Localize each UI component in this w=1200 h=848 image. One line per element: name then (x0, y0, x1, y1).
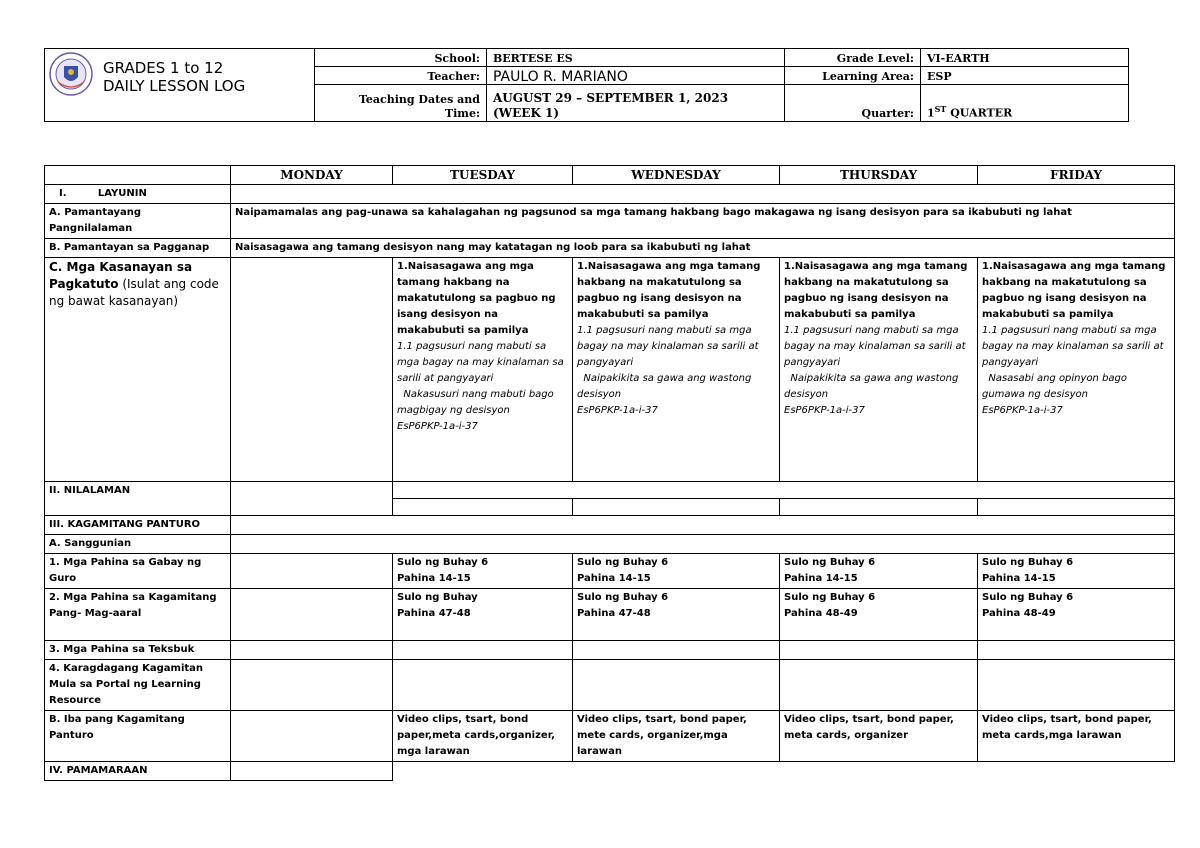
row-label-pamamaraan: IV. PAMAMARAAN (45, 762, 231, 781)
teksbuk-wednesday (573, 641, 780, 660)
gabay-book: Sulo ng Buhay 6 (982, 557, 1074, 568)
quarter-value (921, 85, 1129, 122)
dates-label-line-1: Teaching Dates and (358, 93, 480, 106)
karagdagang-monday (231, 660, 393, 711)
kasanayan-objective: 1.Naisasagawa ang mga tamang hakbang na makatutulong sa pagbuo ng isang desisyon na makabubuti sa pamilya (577, 261, 761, 320)
brand-cell (45, 49, 315, 122)
dates-line-2: (WEEK 1) (493, 106, 560, 120)
quarter-number: 1 (927, 107, 935, 120)
kagamitang-book: Sulo ng Buhay 6 (784, 592, 876, 603)
kagamitang-book: Sulo ng Buhay 6 (982, 592, 1074, 603)
row-label-nilalaman: II. NILALAMAN (45, 482, 231, 516)
kasanayan-objective: 1.Naisasagawa ang mga tamang hakbang na makatutulong sa pagbuo ng isang desisyon na makabubuti sa pamilya (397, 261, 556, 336)
gabay-book: Sulo ng Buhay 6 (577, 557, 669, 568)
grade-label: Grade Level: (785, 49, 921, 67)
nilalaman-span (393, 482, 1175, 499)
row-label-teksbuk: 3. Mga Pahina sa Teksbuk (45, 641, 231, 660)
gabay-wednesday (573, 554, 780, 589)
header-table (44, 48, 1129, 122)
corner-cell (45, 166, 231, 185)
kagamitang-book: Sulo ng Buhay 6 (577, 592, 669, 603)
kasanayan-objective: 1.Naisasagawa ang mga tamang hakbang na makatutulong sa pagbuo ng isang desisyon na makabubuti sa pamilya (784, 261, 968, 320)
brand-line-1: GRADES 1 to 12 (103, 59, 224, 77)
row-label-kagamitang: 2. Mga Pahina sa Kagamitang Pang- Mag-aaral (45, 589, 231, 641)
kagamitang-monday (231, 589, 393, 641)
kasanayan-sub: 1.1 pagsusuri nang mabuti sa mga bagay na may kinalaman sa sarili at pangyayari (982, 325, 1164, 368)
teacher-label: Teacher: (315, 67, 487, 85)
kagamitang-book: Sulo ng Buhay (397, 592, 478, 603)
gabay-monday (231, 554, 393, 589)
karagdagang-thursday (780, 660, 978, 711)
day-thursday: THURSDAY (780, 166, 978, 185)
kagamitang-tuesday (393, 589, 573, 641)
kasanayan-friday (978, 258, 1175, 482)
teksbuk-friday (978, 641, 1175, 660)
row-label-pagganap: B. Pamantayan sa Pagganap (45, 239, 231, 258)
gabay-book: Sulo ng Buhay 6 (397, 557, 489, 568)
pamantayang-text: Naipamamalas ang pag-unawa sa kahalagahan ng pagsunod sa mga tamang hakbang bago makagawa ng isang desisyon para sa ikabubuti ng lahat (231, 204, 1175, 239)
teksbuk-thursday (780, 641, 978, 660)
nilalaman-friday (978, 499, 1175, 516)
day-header-row (45, 166, 1175, 185)
kasanayan-sub: Nakasusuri nang mabuti bago magbigay ng desisyon (397, 389, 557, 416)
dates-label (315, 85, 487, 122)
kasanayan-wednesday (573, 258, 780, 482)
dates-line-1: AUGUST 29 – SEPTEMBER 1, 2023 (493, 91, 729, 105)
day-friday: FRIDAY (978, 166, 1175, 185)
kagamitang-friday (978, 589, 1175, 641)
dates-label-line-2: Time: (444, 107, 480, 120)
teksbuk-tuesday (393, 641, 573, 660)
kagamitang-wednesday (573, 589, 780, 641)
lesson-log-table (44, 165, 1175, 781)
day-tuesday: TUESDAY (393, 166, 573, 185)
nilalaman-monday (231, 482, 393, 516)
kasanayan-sub: 1.1 pagsusuri nang mabuti sa mga bagay na may kinalaman sa sarili at pangyayari (577, 325, 759, 368)
kasanayan-code: EsP6PKP-1a-i-37 (982, 405, 1063, 416)
kagamitang-pages: Pahina 48-49 (784, 608, 858, 619)
row-label-kagamitan: III. KAGAMITANG PANTURO (45, 516, 231, 535)
quarter-label: Quarter: (785, 85, 921, 122)
row-label-pamantayang: A. Pamantayang Pangnilalaman (45, 204, 231, 239)
gabay-pages: Pahina 14-15 (784, 573, 858, 584)
area-label: Learning Area: (785, 67, 921, 85)
day-monday: MONDAY (231, 166, 393, 185)
brand-line-2: DAILY LESSON LOG (103, 77, 246, 95)
kasanayan-sub: 1.1 pagsusuri nang mabuti sa mga bagay na may kinalaman sa sarili at pangyayari (397, 341, 564, 384)
kasanayan-code: EsP6PKP-1a-i-37 (577, 405, 658, 416)
kasanayan-objective: 1.Naisasagawa ang mga tamang hakbang na makatutulong sa pagbuo ng isang desisyon na makabubuti sa pamilya (982, 261, 1166, 320)
row-label-kasanayan (45, 258, 231, 482)
grade-value: VI-EARTH (921, 49, 1129, 67)
pagganap-text: Naisasagawa ang tamang desisyon nang may katatagan ng loob para sa ikabubuti ng lahat (231, 239, 1175, 258)
sanggunian-cell (231, 535, 1175, 554)
kagamitan-cell (231, 516, 1175, 535)
deped-seal-icon (49, 52, 93, 96)
iba-tuesday: Video clips, tsart, bond paper,meta cards,organizer, mga larawan (393, 711, 573, 762)
layunin-cell (231, 185, 1175, 204)
kasanayan-thursday (780, 258, 978, 482)
karagdagang-wednesday (573, 660, 780, 711)
pamamaraan-monday (231, 762, 393, 781)
kasanayan-sub: 1.1 pagsusuri nang mabuti sa mga bagay na may kinalaman sa sarili at pangyayari (784, 325, 966, 368)
nilalaman-tuesday (393, 499, 573, 516)
kasanayan-note: (Isulat ang code ng bawat kasanayan) (49, 277, 219, 308)
kasanayan-code: EsP6PKP-1a-i-37 (784, 405, 865, 416)
nilalaman-thursday (780, 499, 978, 516)
gabay-book: Sulo ng Buhay 6 (784, 557, 876, 568)
kasanayan-tuesday (393, 258, 573, 482)
row-label-sanggunian: A. Sanggunian (45, 535, 231, 554)
nilalaman-wednesday (573, 499, 780, 516)
teksbuk-monday (231, 641, 393, 660)
kasanayan-title: C. Mga Kasanayan sa Pagkatuto (49, 260, 193, 291)
school-label: School: (315, 49, 487, 67)
kagamitang-thursday (780, 589, 978, 641)
gabay-thursday (780, 554, 978, 589)
row-label-layunin: I. LAYUNIN (45, 185, 231, 204)
teacher-value: PAULO R. MARIANO (487, 67, 785, 85)
iba-thursday: Video clips, tsart, bond paper, meta cards, organizer (780, 711, 978, 762)
kagamitang-pages: Pahina 47-48 (577, 608, 651, 619)
day-wednesday: WEDNESDAY (573, 166, 780, 185)
row-label-karagdagang: 4. Karagdagang Kagamitan Mula sa Portal ng Learning Resource (45, 660, 231, 711)
gabay-friday (978, 554, 1175, 589)
dates-value (487, 85, 785, 122)
quarter-text: QUARTER (946, 107, 1013, 120)
row-label-gabay: 1. Mga Pahina sa Gabay ng Guro (45, 554, 231, 589)
pamamaraan-blank (393, 762, 1175, 781)
kagamitang-pages: Pahina 48-49 (982, 608, 1056, 619)
kasanayan-sub: Naipakikita sa gawa ang wastong desisyon (577, 373, 758, 400)
iba-friday: Video clips, tsart, bond paper, meta cards,mga larawan (978, 711, 1175, 762)
row-label-iba: B. Iba pang Kagamitang Panturo (45, 711, 231, 762)
gabay-tuesday (393, 554, 573, 589)
karagdagang-friday (978, 660, 1175, 711)
kasanayan-sub: Naipakikita sa gawa ang wastong desisyon (784, 373, 965, 400)
iba-monday (231, 711, 393, 762)
gabay-pages: Pahina 14-15 (397, 573, 471, 584)
kasanayan-code: EsP6PKP-1a-i-37 (397, 421, 478, 432)
area-value: ESP (921, 67, 1129, 85)
kasanayan-monday (231, 258, 393, 482)
kagamitang-pages: Pahina 47-48 (397, 608, 471, 619)
karagdagang-tuesday (393, 660, 573, 711)
iba-wednesday: Video clips, tsart, bond paper, mete cards, organizer,mga larawan (573, 711, 780, 762)
quarter-suffix: ST (934, 104, 947, 115)
gabay-pages: Pahina 14-15 (577, 573, 651, 584)
kasanayan-sub: Nasasabi ang opinyon bago gumawa ng desisyon (982, 373, 1131, 400)
gabay-pages: Pahina 14-15 (982, 573, 1056, 584)
school-value: BERTESE ES (487, 49, 785, 67)
